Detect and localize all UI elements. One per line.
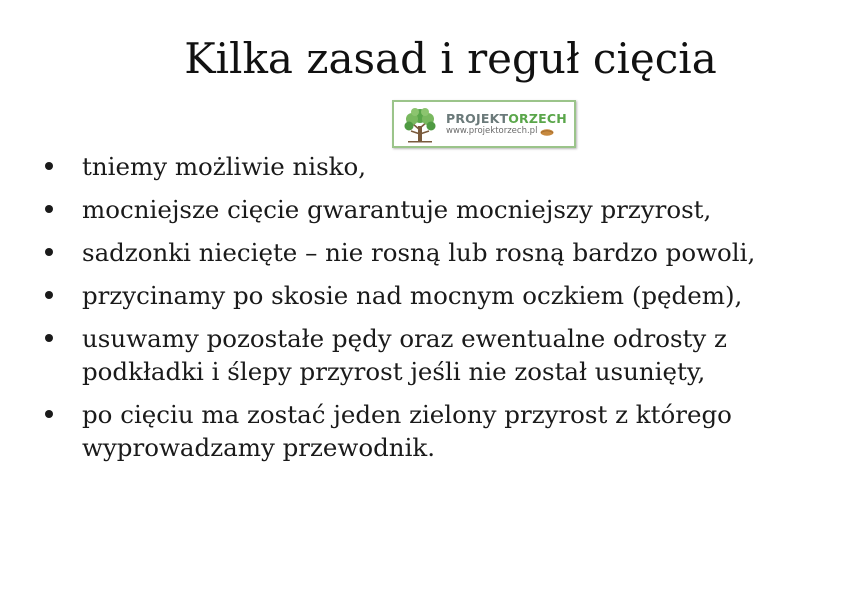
logo-brand [446,112,567,125]
bullet-dot [45,248,53,256]
bullet-item [40,322,840,388]
bullet-dot [45,205,53,213]
bullet-dot [45,334,53,342]
logo-text [446,112,567,136]
logo-brand-orzech: ORZECH [508,110,567,126]
walnut-tree-icon [400,104,440,144]
projektorzech-logo[interactable] [392,100,576,148]
bullet-text: przycinamy po skosie nad mocnym oczkiem (pędem), [82,281,743,310]
bullet-dot [45,291,53,299]
bullet-item [40,193,840,226]
bullet-text: mocniejsze cięcie gwarantuje mocniejszy przyrost, [82,195,712,224]
bullet-text: tniemy możliwie nisko, [82,152,367,181]
bullet-text: wyprowadzamy przewodnik. [82,433,436,462]
bullet-dot [45,410,53,418]
bullet-text: po cięciu ma zostać jeden zielony przyrost z którego [82,400,732,429]
bullet-item [40,150,840,183]
bullet-item [40,236,840,269]
bullet-list [40,150,840,474]
logo-url: www.projektorzech.pl [446,126,538,137]
bullet-text: podkładki i ślepy przyrost jeśli nie został usunięty, [82,357,706,386]
bullet-text: sadzonki niecięte – nie rosną lub rosną bardzo powoli, [82,238,756,267]
bullet-item [40,279,840,312]
slide-title: Kilka zasad i reguł cięcia [184,34,717,83]
logo-url-row [446,127,567,136]
bullet-item [40,398,840,464]
logo-brand-projekt: PROJEKT [446,110,509,126]
walnut-icon [540,128,554,136]
bullet-text: usuwamy pozostałe pędy oraz ewentualne odrosty z [82,324,727,353]
bullet-dot [45,162,53,170]
